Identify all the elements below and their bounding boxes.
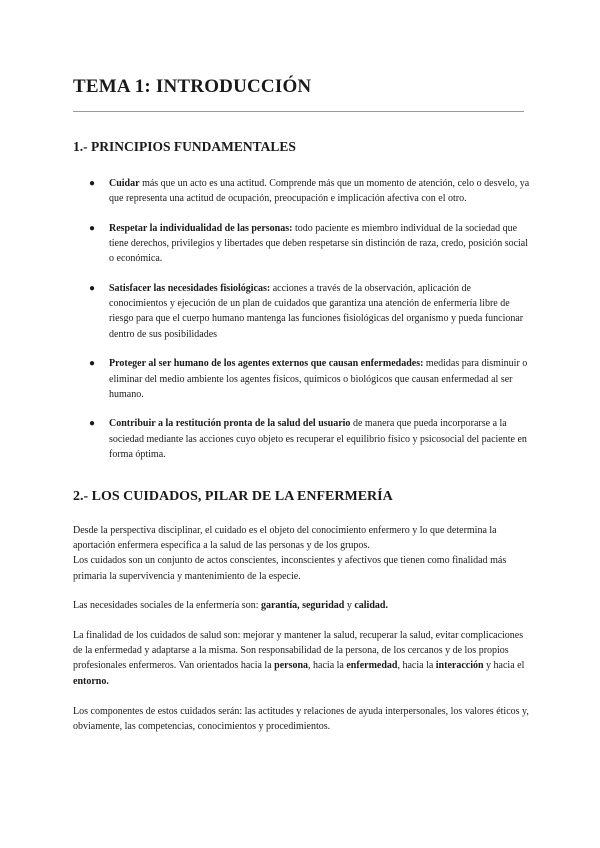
list-item-bold: Contribuir a la restitución pronta de la salud del usuario bbox=[109, 418, 351, 430]
paragraph-components: Los componentes de estos cuidados serán: las actitudes y relaciones de ayuda interpersonales, los valores éticos y, obviamente, las competencias, conocimientos y procedimientos. bbox=[73, 706, 529, 733]
paragraph-line: Los cuidados son un conjunto de actos conscientes, inconscientes y afectivos que tienen como finalidad más primaria la supervivencia y mantenimiento de la especie. bbox=[73, 555, 507, 582]
section-2-heading: 2.- LOS CUIDADOS, PILAR DE LA ENFERMERÍA bbox=[73, 489, 393, 504]
paragraph-text: , hacia la bbox=[308, 660, 347, 672]
paragraph-purpose bbox=[73, 628, 531, 689]
list-item bbox=[89, 281, 531, 342]
bullet-icon: ● bbox=[89, 283, 96, 295]
paragraph-text: , hacia la bbox=[397, 660, 436, 672]
list-item-bold: Satisfacer las necesidades fisiológicas: bbox=[109, 283, 271, 295]
list-item-text: todo paciente es miembro individual de la sociedad que tiene derechos, privilegios y libertades que deben respetarse sin distinción de raza, credo, posición social o económica. bbox=[109, 222, 529, 265]
emphasis-separator: , bbox=[297, 600, 303, 611]
paragraph-text: y bbox=[344, 600, 355, 611]
paragraph-disciplinary bbox=[73, 523, 531, 584]
emphasis-term: entorno. bbox=[73, 675, 109, 687]
list-item-text: medidas para disminuir o eliminar del medio ambiente los agentes físicos, químicos o biológicos que causan enfermedad al ser humano. bbox=[109, 358, 528, 400]
list-item-bold: Proteger al ser humano de los agentes externos que causan enfermedades: bbox=[109, 358, 424, 370]
paragraph-text: La finalidad de los cuidados de salud son: mejorar y mantener la salud, recuperar la salud, evitar complicaciones de la enfermedad y adaptarse a la misma. Son responsabilidad de la persona, de los cercanos y de los propios profesionales enfermeros. Van orientados hacia la bbox=[73, 630, 524, 672]
emphasis-term: persona bbox=[274, 660, 309, 672]
paragraph-text: y hacia el bbox=[483, 660, 525, 672]
paragraph-line: Desde la perspectiva disciplinar, el cuidado es el objeto del conocimiento enfermero y lo que determina la aportación enfermera específica a la salud de las personas y de los grupos. bbox=[73, 525, 497, 552]
bullet-icon: ● bbox=[89, 418, 96, 430]
emphasis-term: calidad. bbox=[354, 600, 388, 611]
bullet-icon: ● bbox=[89, 222, 96, 234]
emphasis-term: seguridad bbox=[302, 600, 345, 611]
list-item-text: de manera que pueda incorporarse a la sociedad mediante las acciones cuyo objeto es recuperar el equilibrio físico y psicosocial del paciente en forma óptima. bbox=[109, 418, 527, 460]
list-item-text: más que un acto es una actitud. Comprende más que un momento de atención, celo o desvelo, ya que representa una actitud de ocupación, preocupación e implicación afectiva con el otro. bbox=[109, 178, 530, 205]
list-item bbox=[89, 176, 531, 206]
emphasis-term: garantía bbox=[260, 600, 298, 611]
page-title: TEMA 1: INTRODUCCIÓN bbox=[73, 76, 312, 97]
bullet-icon: ● bbox=[89, 358, 96, 370]
principles-list bbox=[89, 176, 531, 477]
title-divider bbox=[73, 111, 524, 112]
list-item bbox=[89, 416, 531, 462]
emphasis-term: interacción bbox=[435, 660, 484, 672]
list-item-text: acciones a través de la observación, aplicación de conocimientos y ejecución de un plan de cuidados que garantiza una atención de enfermería libre de riesgo para que el cuerpo humano mantenga las funciones fisiológicas del organismo y pueda funcionar dentro de sus posibilidades bbox=[109, 283, 524, 340]
list-item bbox=[89, 356, 531, 402]
paragraph-social-needs bbox=[73, 598, 531, 613]
section-1-heading: 1.- PRINCIPIOS FUNDAMENTALES bbox=[73, 139, 296, 154]
list-item-bold: Cuidar bbox=[109, 178, 140, 189]
bullet-icon: ● bbox=[89, 178, 96, 189]
paragraph-text: Las necesidades sociales de la enfermería son: bbox=[73, 600, 261, 611]
list-item bbox=[89, 221, 531, 267]
list-item-bold: Respetar la individualidad de las personas: bbox=[109, 222, 293, 234]
emphasis-term: enfermedad bbox=[346, 660, 398, 672]
